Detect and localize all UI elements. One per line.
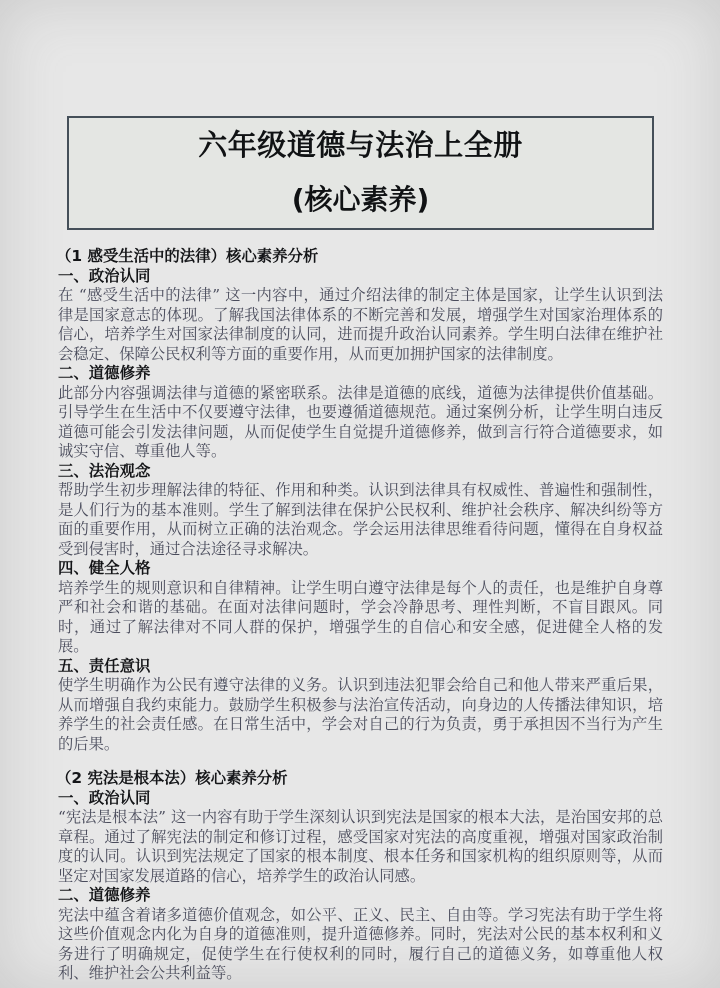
paragraph: 帮助学生初步理解法律的特征、作用和种类。认识到法律具有权威性、普遍性和强制性，是人们行为的基本准则。学生了解到法律在保护公民权利、维护社会秩序、解决纠纷等方面的重要作用，从而树立正确的法治观念。学会运用法律思维看待问题，懂得在自身权益受到侵害时，通过合法途径寻求解决。 <box>58 481 663 558</box>
paragraph: 此部分内容强调法律与道德的紧密联系。法律是道德的底线，道德为法律提供价值基础。引导学生在生活中不仅要遵守法律，也要遵循道德规范。通过案例分析，让学生明白违反道德可能会引发法律问题，从而促使学生自觉提升道德修养，做到言行符合道德要求，如诚实守信、尊重他人等。 <box>58 383 663 460</box>
document-title: 六年级道德与法治上全册 <box>198 128 523 162</box>
section-heading: （2 宪法是根本法）核心素养分析 <box>56 769 288 787</box>
title-box <box>67 116 654 230</box>
subsection-heading: 五、责任意识 <box>58 656 151 675</box>
subsection-political-identity <box>58 267 663 365</box>
paragraph: 宪法中蕴含着诸多道德价值观念，如公平、正义、民主、自由等。学习宪法有助于学生将这些价值观念内化为自身的道德准则，提升道德修养。同时，宪法对公民的基本权利和义务进行了明确规定，促使学生在行使权利的同时，履行自己的道德义务，如尊重他人权利、维护社会公共利益等。 <box>58 905 663 982</box>
subsection-heading: 二、道德修养 <box>58 886 151 904</box>
subsection-heading: 一、政治认同 <box>58 788 151 807</box>
document-subtitle: (核心素养) <box>291 183 430 216</box>
section-law-in-life <box>58 247 663 754</box>
paragraph: “宪法是根本法” 这一内容有助于学生深刻认识到宪法是国家的根本大法，是治国安邦的总章程。通过了解宪法的制定和修订过程，感受国家对宪法的高度重视，增强对国家政治制度的认同。认识到宪法规定了国家的根本制度、根本任务和国家机构的组织原则等，从而坚定对国家发展道路的信心，培养学生的政治认同感。 <box>58 808 663 885</box>
document-body <box>58 247 663 984</box>
subsection-moral-cultivation <box>58 364 663 462</box>
paragraph: 培养学生的规则意识和自律精神。让学生明白遵守法律是每个人的责任，也是维护自身尊严和社会和谐的基础。在面对法律问题时，学会冷静思考、理性判断，不盲目跟风。同时，通过了解法律对不同人群的保护，增强学生的自信心和安全感，促进健全人格的发展。 <box>58 578 663 655</box>
section-heading: （1 感受生活中的法律）核心素养分析 <box>56 247 319 265</box>
paragraph: 在 “感受生活中的法律” 这一内容中，通过介绍法律的制定主体是国家，让学生认识到法律是国家意志的体现。了解我国法律体系的不断完善和发展，增强学生对国家治理体系的信心，培养学生对国家法律制度的认同，进而提升政治认同素养。学生明白法律在维护社会稳定、保障公民权利等方面的重要作用，从而更加拥护国家的法律制度。 <box>58 286 663 363</box>
paragraph: 使学生明确作为公民有遵守法律的义务。认识到违法犯罪会给自己和他人带来严重后果，从而增强自我约束能力。鼓励学生积极参与法治宣传活动，向身边的人传播法律知识，培养学生的社会责任感。在日常生活中，学会对自己的行为负责，勇于承担因不当行为产生的后果。 <box>58 676 663 753</box>
subsection-political-identity <box>58 789 663 887</box>
subsection-rule-of-law-concept <box>58 462 663 560</box>
subsection-responsibility <box>58 657 663 755</box>
section-constitution <box>58 769 663 984</box>
subsection-sound-personality <box>58 559 663 657</box>
subsection-heading: 四、健全人格 <box>58 559 151 577</box>
subsection-moral-cultivation <box>58 886 663 984</box>
subsection-heading: 三、法治观念 <box>58 461 151 480</box>
subsection-heading: 一、政治认同 <box>58 266 151 285</box>
subsection-heading: 二、道德修养 <box>58 364 151 382</box>
